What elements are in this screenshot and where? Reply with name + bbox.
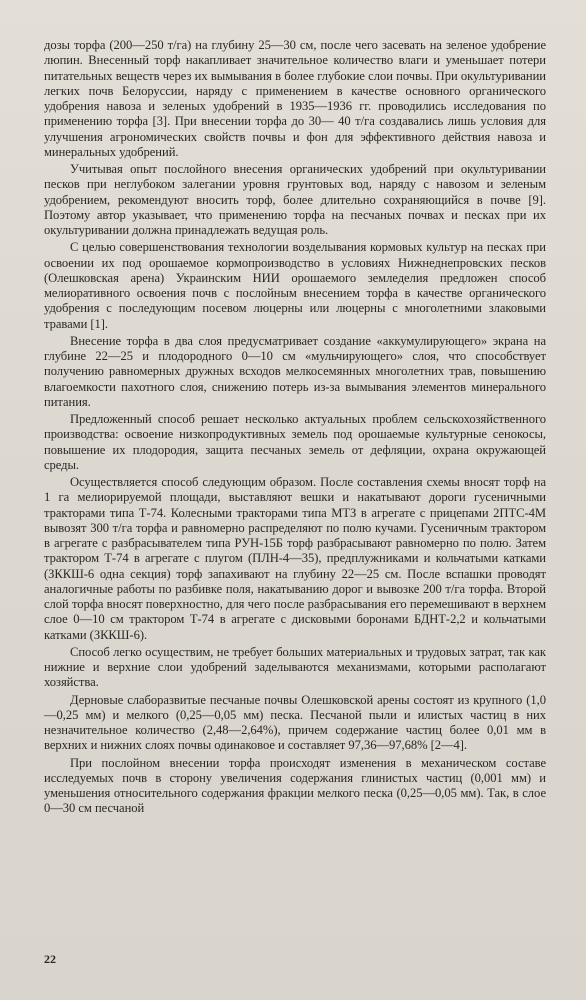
paragraph-6: Осуществляется способ следующим образом. После составления схемы вносят торф на 1 га мелиорируемой площади, выставляют вешки и накатывают дороги гусеничными тракторами типа Т-74. Колесными тракторами типа МТЗ в агрегате с прицепами 2ПТС-4М вывозят 300 т/га торфа и равномерно распределяют по полю кучами. Гусеничным трактором в агрегате с разбрасывателем типа РУН-15Б торф разбрасывают равномерно по полю. Затем трактором Т-74 в агрегате с плугом (ПЛН-4—35), предплужниками и кольчатыми катками (ЗККШ-6 одна секция) торф запахивают на глубину 22—25 см. После вспашки проводят аналогичные работы по разбивке поля, накатыванию дорог и вывозке 200 т/га торфа. Второй слой торфа вносят поверхностно, для чего после разбрасывания его перемешивают в верхнем слое 0—10 см трактором Т-74 в агрегате с дисковыми боронами БДНТ-2,2 и кольчатыми катками (ЗККШ-6). xyxy=(44,475,546,642)
paragraph-3: С целью совершенствования технологии возделывания кормовых культур на песках при освоении их под орошаемое кормопроизводство в условиях Нижнеднепровских песков (Олешковская арена) Украинским НИИ орошаемого земледелия предложен способ мелиоративного освоения почв с послойным внесением торфа в качестве органического удобрения с последующим посевом люцерны или люцерны с многолетними злаковыми травами [1]. xyxy=(44,240,546,331)
page-number: 22 xyxy=(44,952,56,966)
paragraph-1: дозы торфа (200—250 т/га) на глубину 25—30 см, после чего засевать на зеленое удобрение люпин. Внесенный торф накапливает значительное количество влаги и уменьшает потери питательных веществ через их вымывания в более глубокие слои почвы. При окультуривании легких почв Белоруссии, наряду с применением в качестве основного органического удобрения навоза и зеленых удобрений в 1935—1936 гг. проводились исследования по применению торфа [3]. При внесении торфа до 30— 40 т/га создавались лишь условия для улучшения агрономических свойств почвы и фон для эффективного действия навоза и минеральных удобрений. xyxy=(44,38,546,159)
paragraph-2: Учитывая опыт послойного внесения органических удобрений при окультуривании песков при неглубоком залегании уровня грунтовых вод, наряду с навозом и зеленым удобрением, рекомендуют вносить торф, более длительно сохраняющийся в почве [9]. Поэтому автор указывает, что применению торфа на песчаных почвах и песках при их окультуривании должна принадлежать ведущая роль. xyxy=(44,162,546,237)
paragraph-9: При послойном внесении торфа происходят изменения в механическом составе исследуемых почв в сторону увеличения содержания глинистых частиц (0,001 мм) и уменьшения относительного содержания фракции мелкого песка (0,25—0,05 мм). Так, в слое 0—30 см песчаной xyxy=(44,755,546,816)
paragraph-7: Способ легко осуществим, не требует больших материальных и трудовых затрат, так как нижние и верхние слои удобрений заделываются механизмами, которыми располагают хозяйства. xyxy=(44,644,546,690)
body-text xyxy=(44,38,546,817)
paragraph-4: Внесение торфа в два слоя предусматривает создание «аккумулирующего» экрана на глубине 22—25 и плодородного 0—10 см «мульчирующего» слоя, что способствует получению равномерных дружных всходов мелкосемянных многолетних трав, повышению влагоемкости пахотного слоя, снижению потерь из-за вымывания элементов минерального питания. xyxy=(44,333,546,409)
paragraph-8: Дерновые слаборазвитые песчаные почвы Олешковской арены состоят из крупного (1,0—0,25 мм) и мелкого (0,25—0,05 мм) песка. Песчаной пыли и илистых частиц в них незначительное количество (2,48—2,64%), причем содержание частиц более 0,01 мм в верхних и нижних слоях почвы одинаковое и составляет 97,36—97,68% [2—4]. xyxy=(44,692,546,753)
paragraph-5: Предложенный способ решает несколько актуальных проблем сельскохозяйственного производства: освоение низкопродуктивных земель под орошаемые культурные сенокосы, повышение их плодородия, защита песчаных земель от дефляции, охрана окружающей среды. xyxy=(44,412,546,472)
